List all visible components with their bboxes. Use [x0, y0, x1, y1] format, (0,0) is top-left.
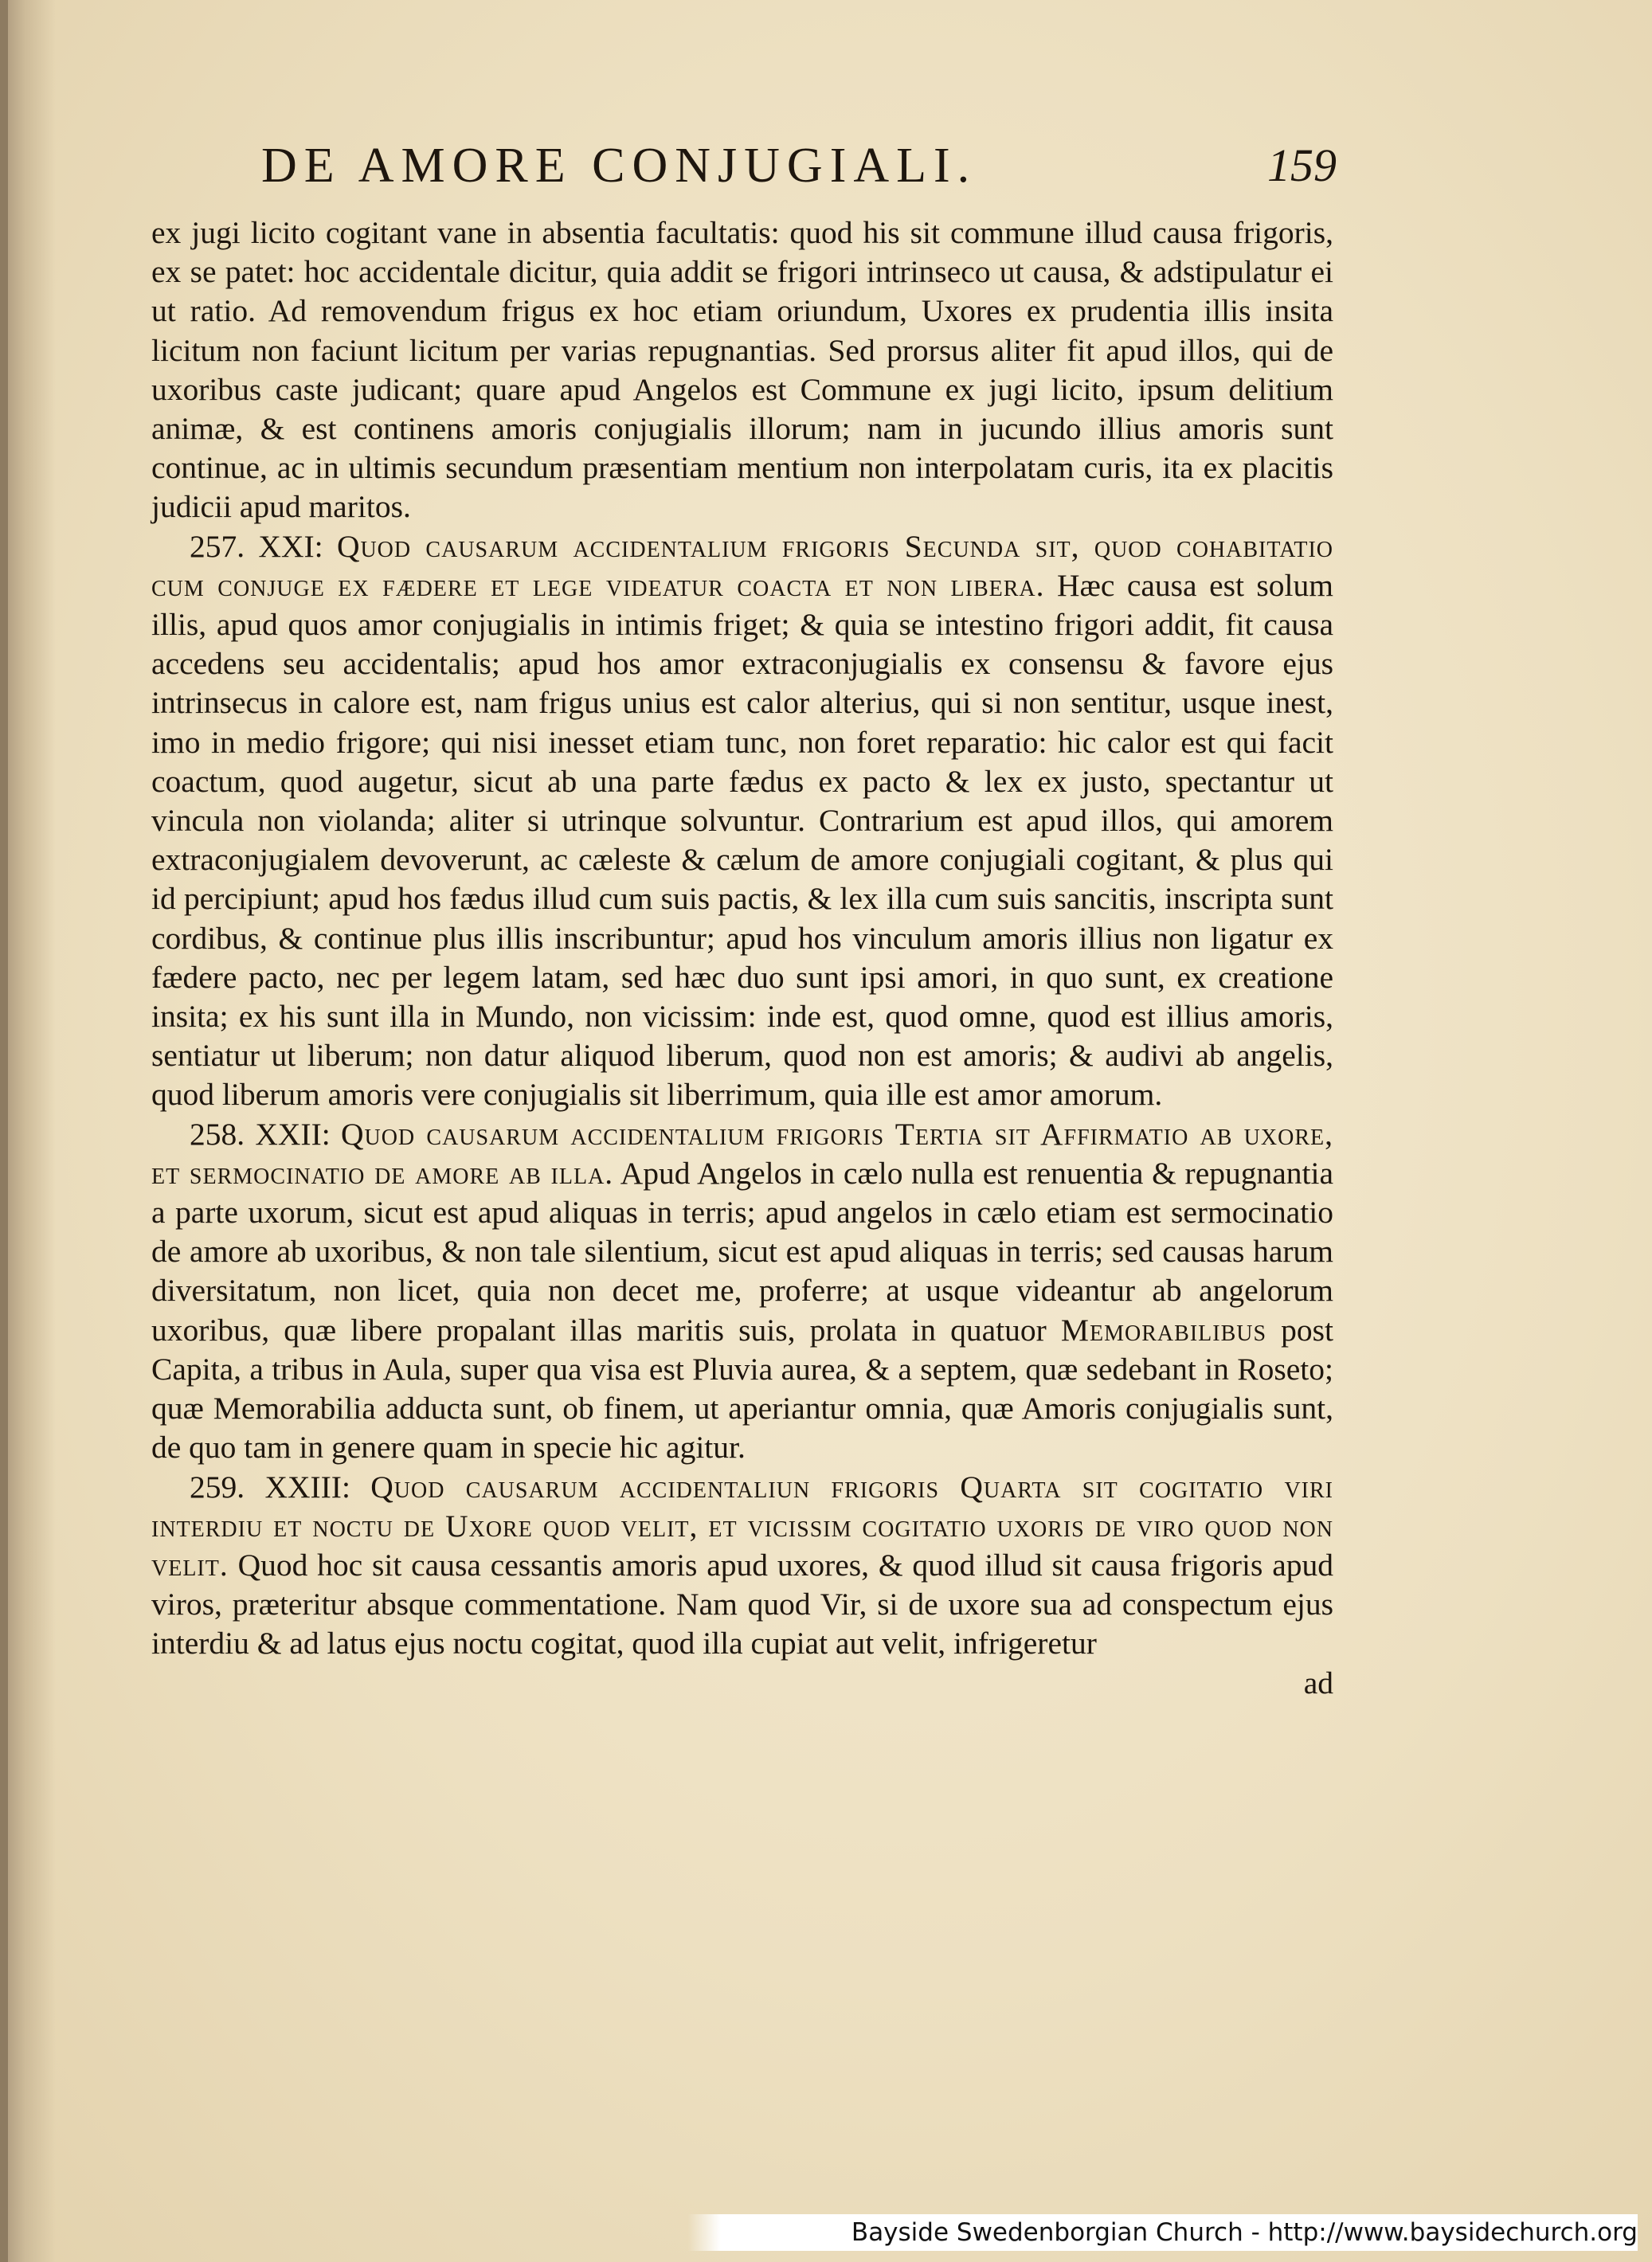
paragraph-heading: Quod causarum accidentalium frigoris Secunda sit, quod cohabitatio cum conjuge ex fædere et lege videatur coacta et non libera.	[151, 528, 1333, 603]
paragraph-text: post Capita, a tribus in Aula, super qua visa est Pluvia aurea, & a septem, quæ sedebant in Roseto; quæ Memorabilia adducta sunt, ob finem, ut aperiantur omnia, quæ Amoris conjugialis sunt, de quo tam in genere quam in specie hic agitur.	[151, 1312, 1333, 1466]
paragraph-257	[151, 527, 1333, 1115]
paragraph-259	[151, 1468, 1333, 1664]
paragraph-text: ex jugi licito cogitant vane in absentia facultatis: quod his sit commune illud causa frigoris, ex se patet: hoc accidentale dicitur, quia addit se frigori intrinseco ut causa, & adstipulatur ei ut ratio. Ad removendum frigus ex hoc etiam oriundum, Uxores ex prudentia illis insita licitum non faciunt licitum per varias repugnantias. Sed prorsus aliter fit apud illos, qui de uxoribus caste judicant; quare apud Angelos est Commune ex jugi licito, ipsum delitium animæ, & est continens amoris conjugialis illorum; nam in jucundo illius amoris sunt continue, ac in ultimis secundum præsentiam mentium non interpolatam curis, ita ex placitis judicii apud maritos.	[151, 215, 1333, 525]
paragraph-number: 259. XXIII:	[190, 1469, 350, 1505]
page-left-edge	[0, 0, 8, 2262]
catchword-line	[151, 1664, 1333, 1703]
paragraph-number: 258. XXII:	[190, 1116, 331, 1152]
paragraph-heading: Quod causarum accidentalium frigoris Tertia sit Affirmatio ab uxore, et sermocinatio de amore ab illa.	[151, 1116, 1334, 1191]
paragraph-text: Apud Angelos in cælo nulla est renuentia & repugnantia a parte uxorum, sicut est apud aliquas in terris; apud angelos in cælo etiam est sermocinatio de amore ab uxoribus, & non tale silentium, sicut est apud aliquas in terris; sed causas harum diversitatum, non licet, quia non decet me, proferre; at usque videantur ab angelorum uxoribus, quæ libere propalant illas maritis suis, prolata in quatuor	[151, 1155, 1333, 1348]
running-title: DE AMORE CONJUGIALI.	[261, 139, 977, 193]
body-text	[151, 213, 1333, 1703]
paragraph-heading: Quod causarum accidentaliun frigoris Quarta sit cogitatio viri interdiu et noctu de Uxore quod velit, et vicissim cogitatio uxoris de viro quod non velit.	[151, 1469, 1334, 1583]
paragraph-number: 257. XXI:	[190, 528, 323, 564]
running-header	[261, 134, 1337, 198]
page-number: 159	[1267, 139, 1337, 191]
small-caps-word: Memorabilibus	[1060, 1312, 1267, 1348]
paragraph-continuation	[151, 213, 1333, 527]
paragraph-text: Quod hoc sit causa cessantis amoris apud uxores, & quod illud sit causa frigoris apud viros, præteritur absque commentatione. Nam quod Vir, si de uxore sua ad conspectum ejus interdiu & ad latus ejus noctu cogitat, quod illa cupiat aut velit, infrigeretur	[151, 1547, 1334, 1661]
catchword: ad	[1303, 1665, 1333, 1700]
paragraph-258	[151, 1115, 1333, 1468]
watermark-credit: Bayside Swedenborgian Church - http://www.baysidechurch.org	[0, 2214, 1638, 2251]
binding-shadow	[0, 0, 56, 2262]
paragraph-text: Hæc causa est solum illis, apud quos amor conjugialis in intimis friget; & quia se intestino frigori addit, fit causa accedens seu accidentalis; apud hos amor extraconjugialis ex consensu & favore ejus intrinsecus in calore est, nam frigus unius est calor alterius, qui si non sentitur, usque inest, imo in medio frigore; qui nisi inesset etiam tunc, non foret reparatio: hic calor est qui facit coactum, quod augetur, sicut ab una parte fædus ex pacto & lex ex justo, spectantur ut vincula non violanda; aliter si utrinque solvuntur. Contrarium est apud illos, qui amorem extraconjugialem devoverunt, ac cæleste & cælum de amore conjugiali cogitant, & plus qui id percipiunt; apud hos fædus illud cum suis pactis, & lex illa cum suis sancitis, inscripta sunt cordibus, & continue plus illis inscribuntur; apud hos vinculum amoris illius non ligatur ex fædere pacto, nec per legem latam, sed hæc duo sunt ipsi amori, in quo sunt, ex creatione insita; ex his sunt illa in Mundo, non vicissim: inde est, quod omne, quod est illius amoris, sentiatur ut liberum; non datur aliquod liberum, quod non est amoris; & audivi ab angelis, quod liberum amoris vere conjugialis sit liberrimum, quia ille est amor amorum.	[151, 567, 1333, 1113]
